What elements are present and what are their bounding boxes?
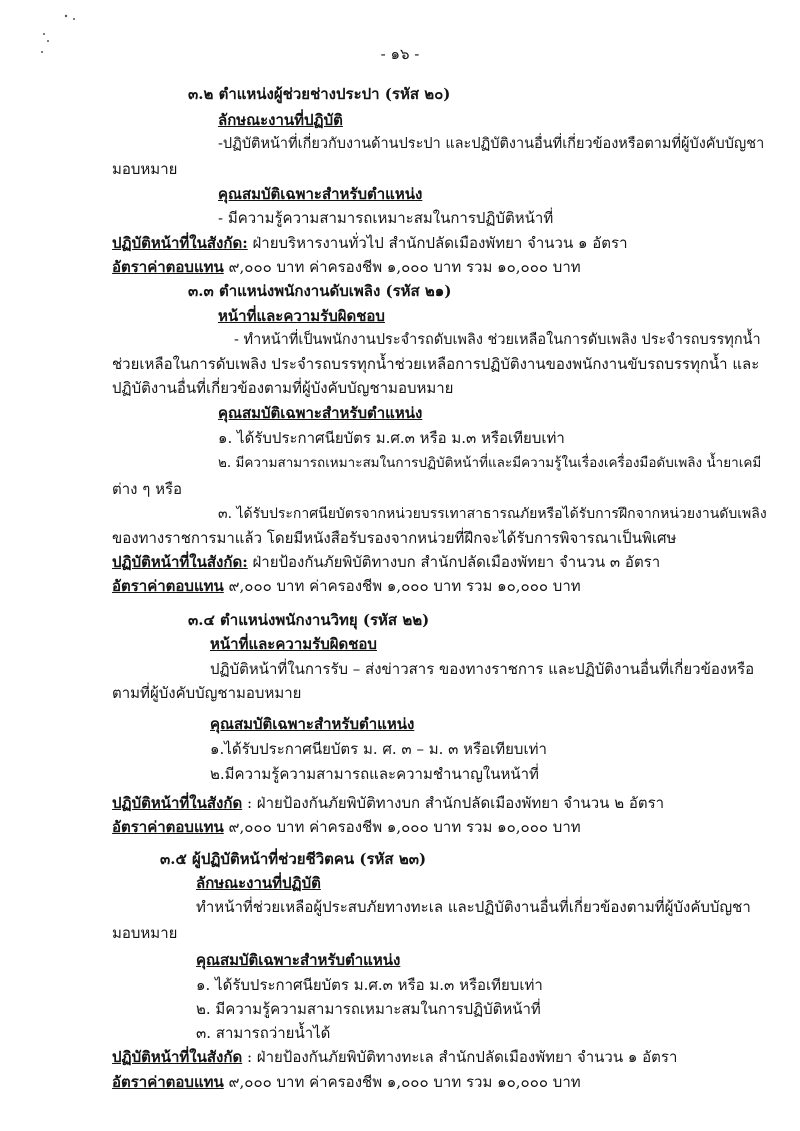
qualification-heading: คุณสมบัติเฉพาะสำหรับตำแหน่ง	[196, 951, 401, 969]
department-label: ปฏิบัติหน้าที่ในสังกัด	[112, 794, 243, 812]
pay-line	[112, 819, 581, 836]
section-title: ๓.๕ ผู้ปฏิบัติหน้าที่ช่วยชีวิตคน (รหัส ๒๓)	[160, 850, 427, 868]
department-value: : ฝ่ายป้องกันภัยพิบัติทางบก สำนักปลัดเมืองพัทยา จำนวน ๒ อัตรา	[242, 794, 665, 812]
qualification-line: ๒. มีความสามารถเหมาะสมในการปฏิบัติหน้าที่และมีความรู้ในเรื่องเครื่องมือดับเพลิง น้ำยาเคมี	[218, 455, 762, 471]
duty-line: ตามที่ผู้บังคับบัญชามอบหมาย	[112, 684, 302, 702]
duty-line: ปฏิบัติงานอื่นที่เกี่ยวข้องตามที่ผู้บังคับบัญชามอบหมาย	[112, 379, 454, 397]
duty-line: ทำหน้าที่ช่วยเหลือผู้ประสบภัยทางทะเล และปฏิบัติงานอื่นที่เกี่ยวข้องตามที่ผู้บังคับบัญชา	[196, 898, 751, 916]
duty-line: ปฏิบัติหน้าที่ในการรับ – ส่งข่าวสาร ของทางราชการ และปฏิบัติงานอื่นที่เกี่ยวข้องหรือ	[210, 660, 755, 678]
department-label: ปฏิบัติหน้าที่ในสังกัด:	[112, 553, 248, 571]
pay-line	[112, 259, 581, 276]
pay-line	[112, 578, 581, 595]
qualification-line: ๑. ได้รับประกาศนียบัตร ม.ศ.๓ หรือ ม.๓ หรือเทียบเท่า	[218, 429, 565, 447]
department-line	[112, 1049, 677, 1066]
duty-heading: ลักษณะงานที่ปฏิบัติ	[218, 111, 343, 129]
duty-line: - ทำหน้าที่เป็นพนักงานประจำรถดับเพลิง ช่วยเหลือในการดับเพลิง ประจำรถบรรทุกน้ำ	[234, 332, 761, 348]
pay-label: อัตราค่าตอบแทน	[112, 577, 224, 595]
qualification-line: ๓. สามารถว่ายน้ำได้	[196, 1024, 331, 1042]
department-line	[112, 554, 660, 571]
department-value: ฝ่ายป้องกันภัยพิบัติทางบก สำนักปลัดเมืองพัทยา จำนวน ๓ อัตรา	[247, 553, 661, 571]
duty-line: มอบหมาย	[112, 924, 178, 942]
qualification-line: ต่าง ๆ หรือ	[112, 480, 183, 498]
pay-value: ๙,๐๐๐ บาท ค่าครองชีพ ๑,๐๐๐ บาท รวม ๑๐,๐๐๐ บาท	[223, 577, 581, 595]
qualification-line: ๑. ได้รับประกาศนียบัตร ม.ศ.๓ หรือ ม.๓ หรือเทียบเท่า	[196, 976, 543, 994]
section-title: ๓.๒ ตำแหน่งผู้ช่วยช่างประปา (รหัส ๒๐)	[188, 85, 451, 103]
pay-label: อัตราค่าตอบแทน	[112, 818, 224, 836]
qualification-heading: คุณสมบัติเฉพาะสำหรับตำแหน่ง	[210, 715, 415, 733]
duty-line: มอบหมาย	[112, 160, 178, 178]
page-number: - ๑๖ -	[380, 45, 420, 63]
department-line	[112, 235, 628, 252]
qualification-heading: คุณสมบัติเฉพาะสำหรับตำแหน่ง	[218, 185, 423, 203]
pay-line	[112, 1074, 581, 1091]
qualification-heading: คุณสมบัติเฉพาะสำหรับตำแหน่ง	[218, 404, 423, 422]
pay-label: อัตราค่าตอบแทน	[112, 258, 224, 276]
qualification-line: ของทางราชการมาแล้ว โดยมีหนังสือรับรองจากหน่วยที่ฝึกจะได้รับการพิจารณาเป็นพิเศษ	[112, 529, 677, 547]
pay-label: อัตราค่าตอบแทน	[112, 1073, 224, 1091]
pay-value: ๙,๐๐๐ บาท ค่าครองชีพ ๑,๐๐๐ บาท รวม ๑๐,๐๐๐ บาท	[223, 1073, 581, 1091]
department-value: : ฝ่ายป้องกันภัยพิบัติทางทะเล สำนักปลัดเมืองพัทยา จำนวน ๑ อัตรา	[242, 1048, 678, 1066]
department-label: ปฏิบัติหน้าที่ในสังกัด:	[112, 234, 248, 252]
qualification-line: ๒.มีความรู้ความสามารถและความชำนาญในหน้าที่	[210, 765, 539, 783]
pay-value: ๙,๐๐๐ บาท ค่าครองชีพ ๑,๐๐๐ บาท รวม ๑๐,๐๐๐ บาท	[223, 258, 581, 276]
duty-heading: หน้าที่และความรับผิดชอบ	[218, 307, 385, 325]
qualification-line: ๒. มีความรู้ความสามารถเหมาะสมในการปฏิบัติหน้าที่	[196, 1000, 541, 1018]
department-line	[112, 795, 664, 812]
duty-heading: หน้าที่และความรับผิดชอบ	[210, 635, 377, 653]
qualification-line: ๓. ได้รับประกาศนียบัตรจากหน่วยบรรเทาสาธารณภัยหรือได้รับการฝึกจากหน่วยงานดับเพลิง	[218, 506, 767, 522]
qualification-line: - มีความรู้ความสามารถเหมาะสมในการปฏิบัติหน้าที่	[218, 209, 554, 227]
duty-line: -ปฏิบัติหน้าที่เกี่ยวกับงานด้านประปา และปฏิบัติงานอื่นที่เกี่ยวข้องหรือตามที่ผู้บังคับบัญชา	[218, 136, 765, 152]
section-title: ๓.๓ ตำแหน่งพนักงานดับเพลิง (รหัส ๒๑)	[188, 282, 452, 300]
duty-heading: ลักษณะงานที่ปฏิบัติ	[196, 874, 321, 892]
pay-value: ๙,๐๐๐ บาท ค่าครองชีพ ๑,๐๐๐ บาท รวม ๑๐,๐๐๐ บาท	[223, 818, 581, 836]
department-label: ปฏิบัติหน้าที่ในสังกัด	[112, 1048, 243, 1066]
section-title: ๓.๔ ตำแหน่งพนักงานวิทยุ (รหัส ๒๒)	[188, 611, 430, 629]
duty-line: ช่วยเหลือในการดับเพลิง ประจำรถบรรทุกน้ำช่วยเหลือการปฏิบัติงานของพนักงานขับรถบรรทุกน้ำ และ	[112, 355, 760, 373]
department-value: ฝ่ายบริหารงานทั่วไป สำนักปลัดเมืองพัทยา จำนวน ๑ อัตรา	[247, 234, 628, 252]
qualification-line: ๑.ได้รับประกาศนียบัตร ม. ศ. ๓ – ม. ๓ หรือเทียบเท่า	[210, 740, 547, 758]
